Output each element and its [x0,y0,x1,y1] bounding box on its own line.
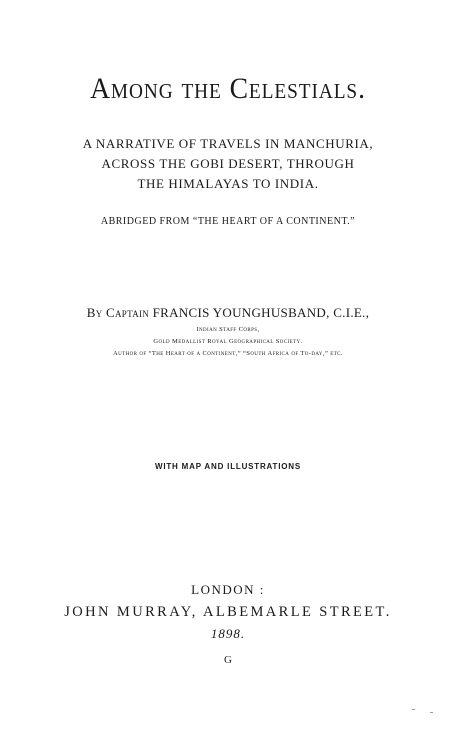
illustrations-note: WITH MAP AND ILLUSTRATIONS [155,462,301,471]
subtitle-line-1: A NARRATIVE OF TRAVELS IN MANCHURIA, [82,136,374,151]
subtitle-line-2: ACROSS THE GOBI DESERT, THROUGH [101,156,355,171]
imprint-city: LONDON : [191,582,265,597]
author-line [0,305,456,321]
author-credential-3: Author of “The Heart of a Continent,” “South Africa of To-day,” etc. [113,350,343,357]
book-title: Among the Celestials. [90,72,366,105]
imprint-publisher: JOHN MURRAY, ALBEMARLE STREET. [64,604,392,620]
author-credential-2: Gold Medallist Royal Geographical Society. [153,338,303,345]
author-prefix: By Captain [86,305,150,320]
imprint-year: 1898. [210,626,246,641]
author-credential-1: Indian Staff Corps, [196,326,260,333]
abridged-note: ABRIDGED FROM “THE HEART OF A CONTINENT.” [100,216,356,227]
page-speck-icon [412,709,415,710]
author-name: FRANCIS YOUNGHUSBAND, C.I.E., [152,305,370,320]
subtitle-line-3: THE HIMALAYAS TO INDIA. [137,176,319,191]
library-mark-icon: G [224,654,232,666]
page-speck-icon [430,712,433,713]
